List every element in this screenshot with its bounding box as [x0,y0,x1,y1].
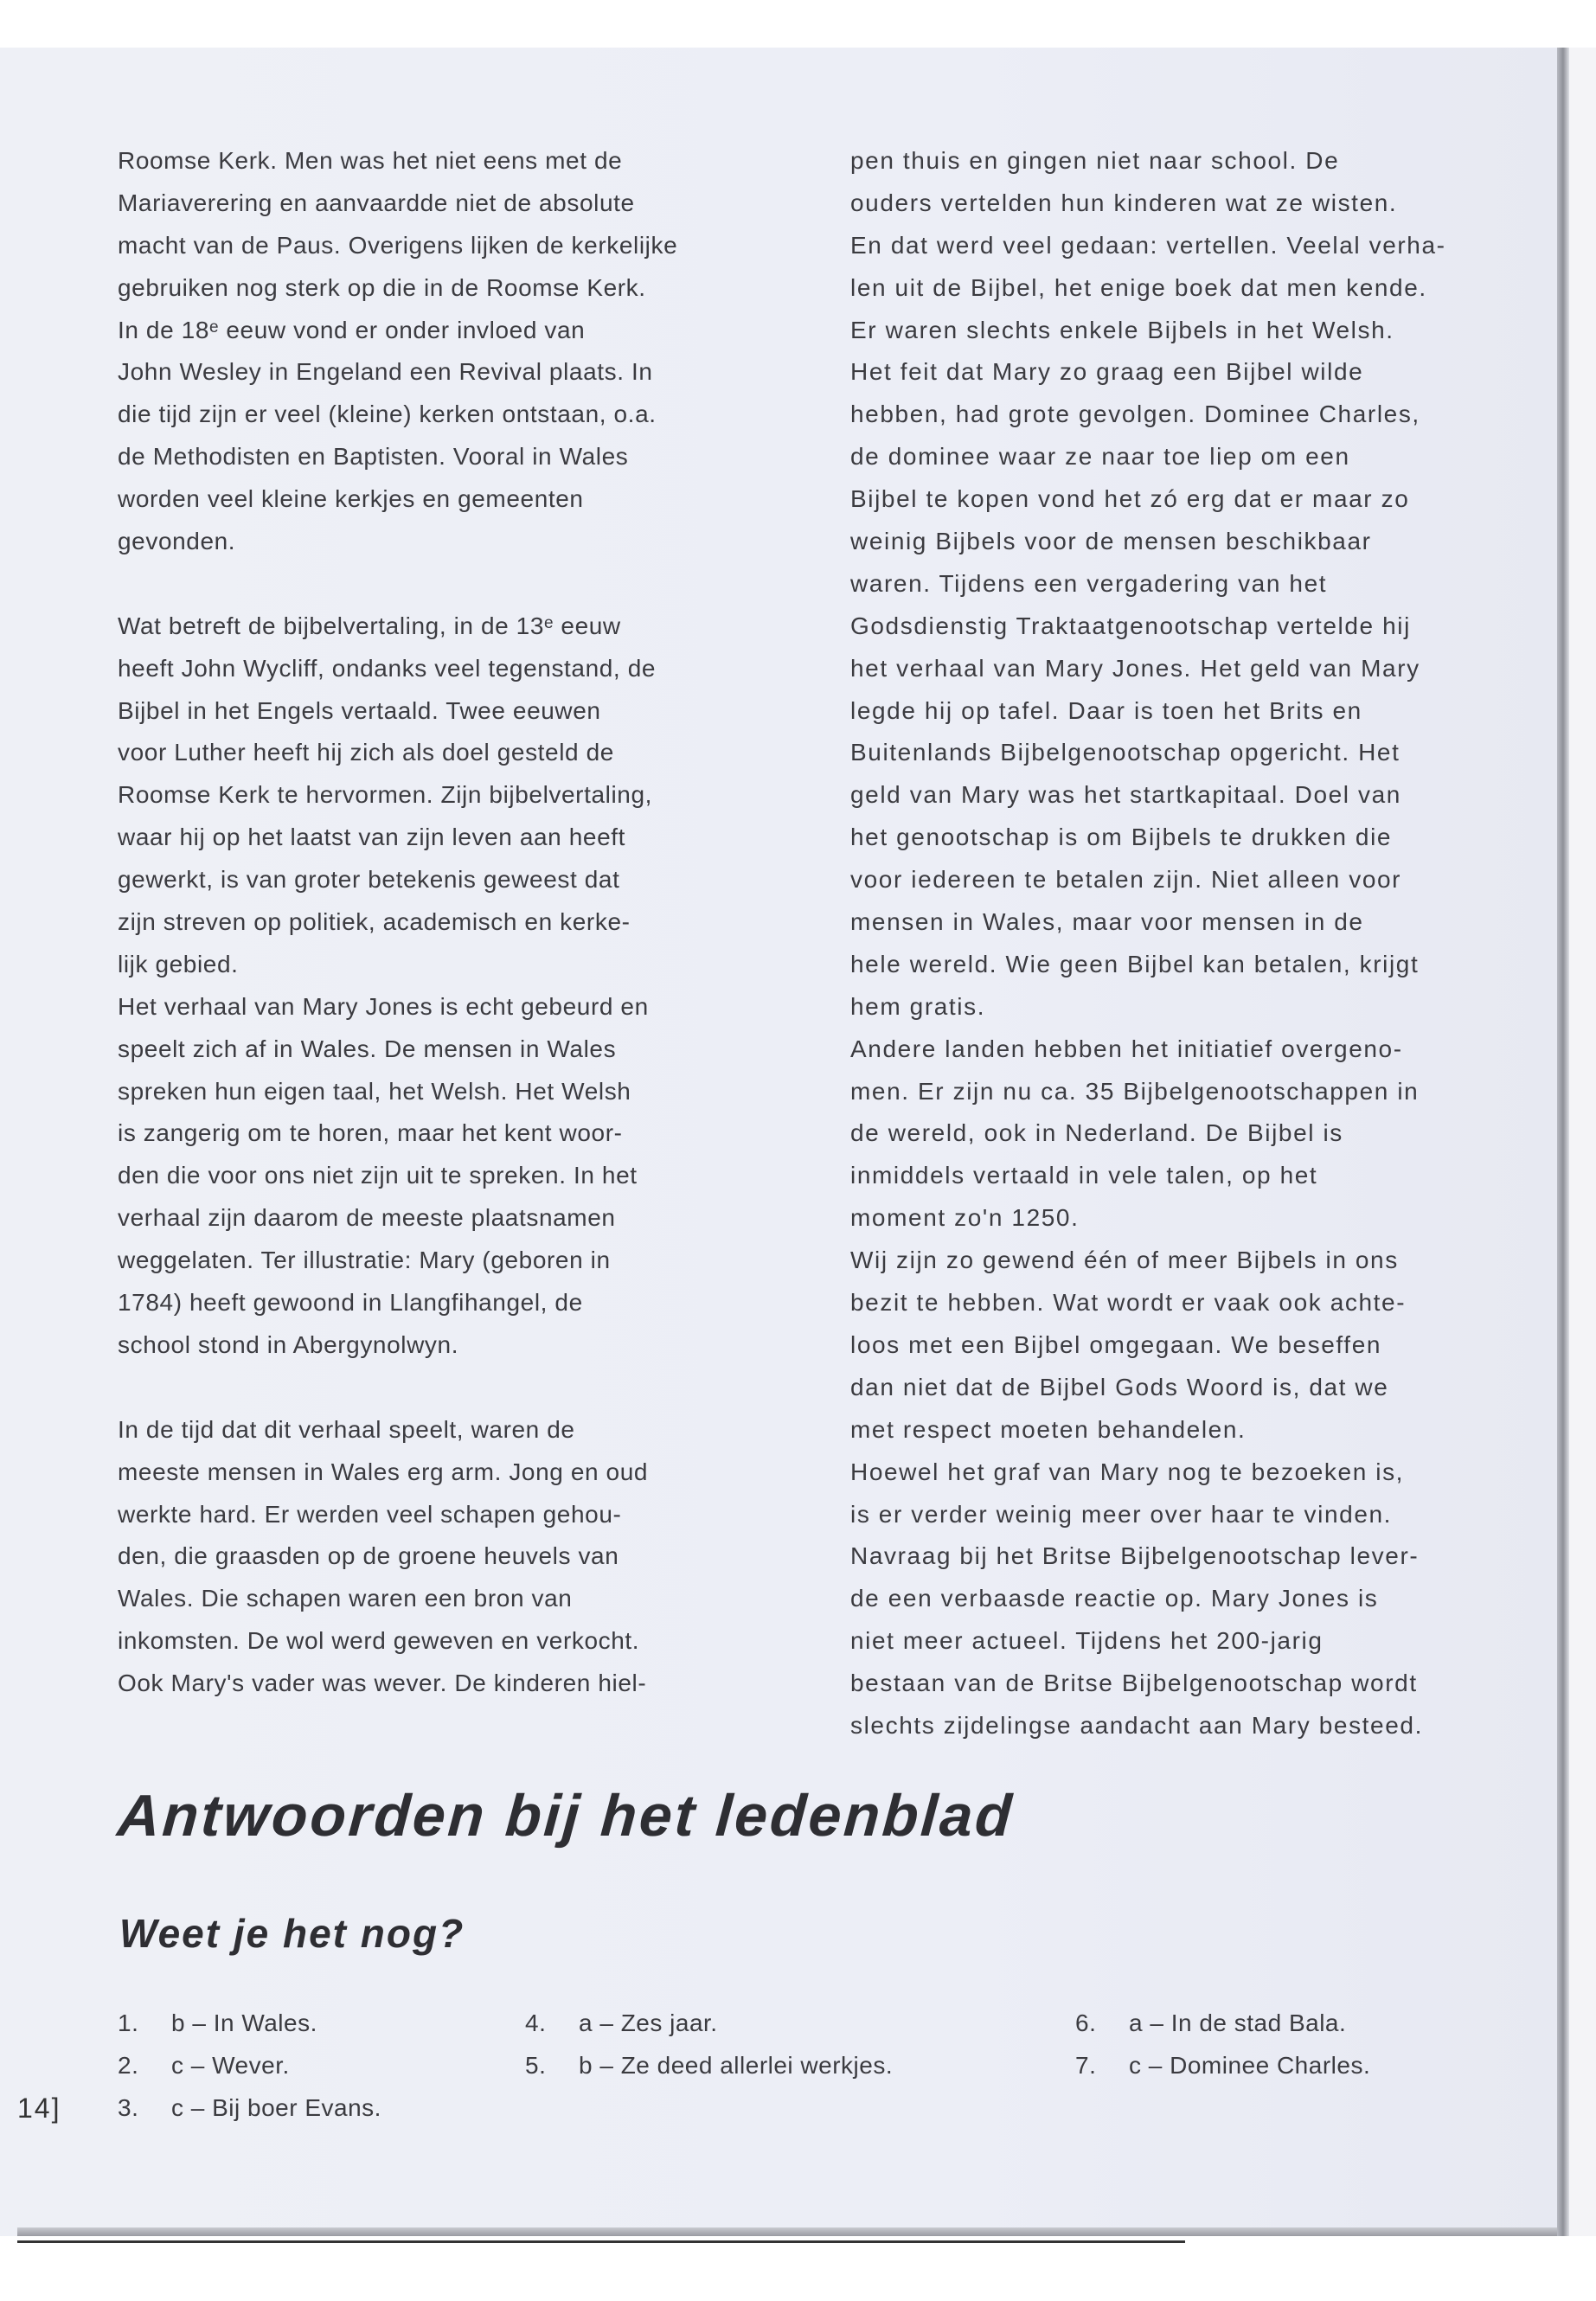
text-line: waar hij op het laatst van zijn leven aan heeft [118,824,625,851]
answer-number: 5. [525,2052,547,2079]
answer-item [118,2009,317,2037]
answer-number: 7. [1075,2052,1097,2079]
answer-text: c – Wever. [171,2052,290,2079]
text-line: de wereld, ook in Nederland. De Bijbel is [850,1119,1343,1147]
text-line: Het verhaal van Mary Jones is echt gebeurd en [118,992,649,1020]
text-line: spreken hun eigen taal, het Welsh. Het Welsh [118,1077,631,1105]
text-line: Wales. Die schapen waren een bron van [118,1585,573,1612]
answer-text: c – Bij boer Evans. [171,2094,381,2121]
text-line: waren. Tijdens een vergadering van het [850,569,1328,597]
text-line: Buitenlands Bijbelgenootschap opgericht. Het [850,739,1401,766]
text-line: Hoewel het graf van Mary nog te bezoeken is, [850,1458,1405,1485]
text-line: legde hij op tafel. Daar is toen het Brits en [850,696,1362,724]
text-line: gewerkt, is van groter betekenis geweest dat [118,866,620,894]
answer-number: 6. [1075,2009,1097,2036]
section-subtitle: Weet je het nog? [119,1911,465,1956]
text-line: Er waren slechts enkele Bijbels in het Welsh. [850,316,1394,343]
answer-item [118,2052,290,2080]
text-line: Godsdienstig Traktaatgenootschap vertelde hij [850,612,1411,639]
answer-number: 4. [525,2009,547,2036]
text-line: Mariaverering en aanvaardde niet de absolute [118,189,635,216]
text-line: Roomse Kerk te hervormen. Zijn bijbelvertaling, [118,781,653,809]
text-line: voor Luther heeft hij zich als doel gesteld de [118,739,614,766]
text-line: John Wesley in Engeland een Revival plaats. In [118,358,653,386]
text-line: In de 18ᵉ eeuw vond er onder invloed van [118,316,586,343]
text-line: is zangerig om te horen, maar het kent woor- [118,1119,623,1147]
right-text-column [850,140,1446,1747]
text-line: bezit te hebben. Wat wordt er vaak ook achte- [850,1289,1407,1317]
answer-text: a – Zes jaar. [579,2009,718,2036]
text-line: de een verbaasde reactie op. Mary Jones is [850,1585,1379,1612]
text-line: niet meer actueel. Tijdens het 200-jarig [850,1627,1324,1655]
text-line: weggelaten. Ter illustratie: Mary (geboren in [118,1247,611,1274]
text-line: verhaal zijn daarom de meeste plaatsnamen [118,1204,616,1232]
text-line: gevonden. [118,528,236,555]
text-line: In de tijd dat dit verhaal speelt, waren de [118,1415,575,1443]
text-line: ouders vertelden hun kinderen wat ze wisten. [850,189,1398,216]
text-line: hebben, had grote gevolgen. Dominee Charles, [850,401,1420,428]
text-line [118,1367,677,1409]
text-line: school stond in Abergynolwyn. [118,1330,459,1358]
page-margin [1569,48,1596,2236]
text-line: lijk gebied. [118,950,239,977]
text-line: len uit de Bijbel, het enige boek dat men kende. [850,273,1427,301]
answer-text: b – In Wales. [171,2009,317,2036]
text-line: slechts zijdelingse aandacht aan Mary besteed. [850,1711,1423,1739]
text-line: het verhaal van Mary Jones. Het geld van Mary [850,654,1420,682]
text-line: weinig Bijbels voor de mensen beschikbaar [850,528,1372,555]
text-line: Wat betreft de bijbelvertaling, in de 13ᵉ eeuw [118,612,621,639]
text-line: Het feit dat Mary zo graag een Bijbel wilde [850,358,1364,386]
page-bottom-shadow [17,2227,1557,2236]
text-line: macht van de Paus. Overigens lijken de kerkelijke [118,231,678,259]
answer-item [525,2009,718,2037]
text-line: Wij zijn zo gewend één of meer Bijbels in ons [850,1247,1399,1274]
text-line: heeft John Wycliff, ondanks veel tegenstand, de [118,654,657,682]
text-line: het genootschap is om Bijbels te drukken die [850,824,1393,851]
text-line: inkomsten. De wol werd geweven en verkocht. [118,1627,640,1655]
answer-text: a – In de stad Bala. [1129,2009,1347,2036]
answer-number: 2. [118,2052,139,2079]
text-line: werkte hard. Er werden veel schapen gehou- [118,1500,622,1528]
text-line: En dat werd veel gedaan: vertellen. Veelal verha- [850,231,1446,259]
text-line: loos met een Bijbel omgegaan. We beseffen [850,1330,1382,1358]
text-line: mensen in Wales, maar voor mensen in de [850,908,1364,936]
text-line: is er verder weinig meer over haar te vinden. [850,1500,1393,1528]
text-line: men. Er zijn nu ca. 35 Bijbelgenootschappen in [850,1077,1420,1105]
text-line: Roomse Kerk. Men was het niet eens met de [118,147,623,174]
section-title: Antwoorden bij het ledenblad [115,1783,1016,1849]
page-bottom-line [17,2240,1185,2243]
text-line: voor iedereen te betalen zijn. Niet alleen voor [850,866,1402,894]
left-text-column [118,140,677,1705]
text-line: 1784) heeft gewoond in Llangfihangel, de [118,1289,583,1317]
page-number: 14] [17,2093,61,2124]
text-line: de Methodisten en Baptisten. Vooral in Wales [118,443,629,471]
text-line: de dominee waar ze naar toe liep om een [850,443,1350,471]
text-line [118,563,677,606]
text-line: Andere landen hebben het initiatief overgeno- [850,1035,1403,1062]
text-line: den, die graasden op de groene heuvels van [118,1542,619,1570]
text-line: hele wereld. Wie geen Bijbel kan betalen, krijgt [850,950,1420,977]
text-line: bestaan van de Britse Bijbelgenootschap wordt [850,1670,1418,1697]
page-edge-shadow [1557,48,1569,2236]
answer-item [118,2094,381,2122]
text-line: moment zo'n 1250. [850,1204,1080,1232]
answer-item [1075,2052,1370,2080]
text-line: inmiddels vertaald in vele talen, op het [850,1162,1318,1189]
text-line: speelt zich af in Wales. De mensen in Wales [118,1035,617,1062]
answer-number: 3. [118,2094,139,2121]
answer-item [1075,2009,1346,2037]
text-line: Ook Mary's vader was wever. De kinderen hiel- [118,1670,647,1697]
answer-item [525,2052,893,2080]
answer-text: c – Dominee Charles. [1129,2052,1371,2079]
text-line: geld van Mary was het startkapitaal. Doel van [850,781,1401,809]
text-line: gebruiken nog sterk op die in de Roomse Kerk. [118,273,646,301]
text-line: Bijbel in het Engels vertaald. Twee eeuwen [118,696,601,724]
text-line: met respect moeten behandelen. [850,1415,1247,1443]
text-line: pen thuis en gingen niet naar school. De [850,147,1340,174]
text-line: die tijd zijn er veel (kleine) kerken ontstaan, o.a. [118,401,657,428]
text-line: worden veel kleine kerkjes en gemeenten [118,485,584,513]
text-line: dan niet dat de Bijbel Gods Woord is, dat we [850,1373,1389,1400]
text-line: Bijbel te kopen vond het zó erg dat er maar zo [850,485,1410,513]
text-line: hem gratis. [850,992,986,1020]
text-line: Navraag bij het Britse Bijbelgenootschap lever- [850,1542,1420,1570]
text-line: den die voor ons niet zijn uit te spreken. In het [118,1162,638,1189]
text-line: zijn streven op politiek, academisch en kerke- [118,908,631,936]
answer-number: 1. [118,2009,139,2036]
answer-text: b – Ze deed allerlei werkjes. [579,2052,894,2079]
text-line: meeste mensen in Wales erg arm. Jong en oud [118,1458,649,1485]
